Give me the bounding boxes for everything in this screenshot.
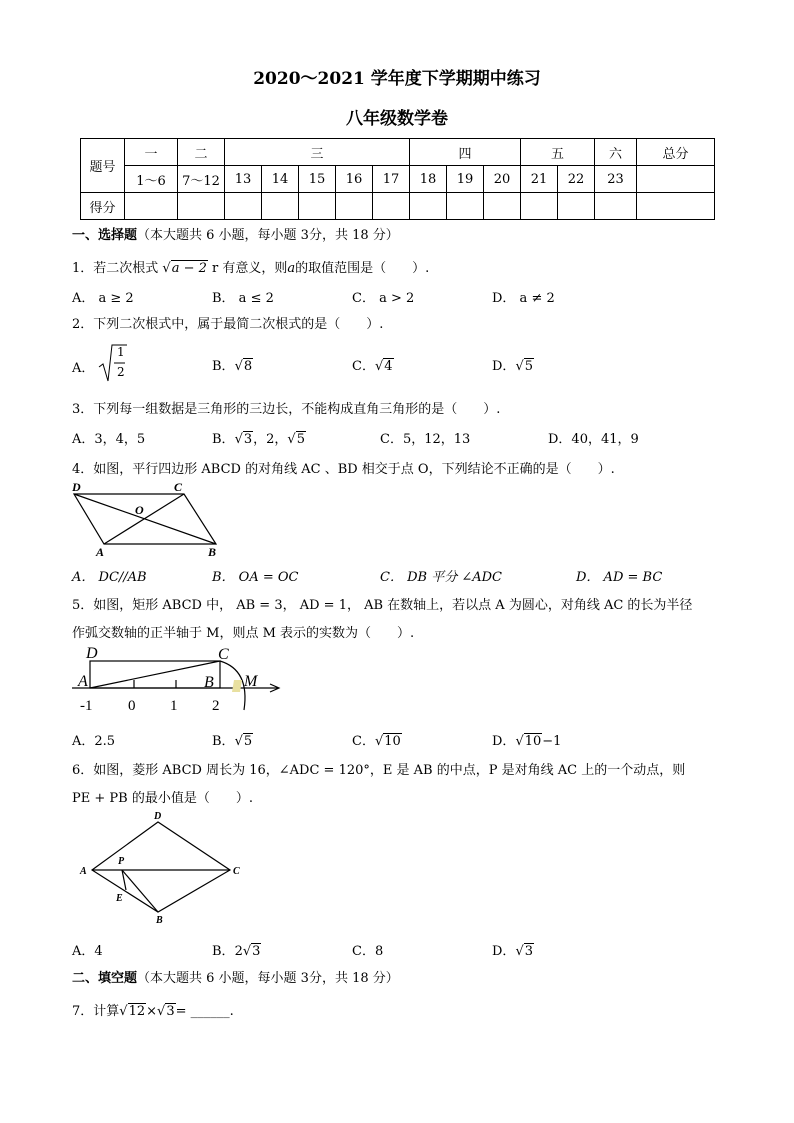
label-b: B: [156, 915, 163, 926]
section-note: （本大题共 6 小题，每小题 3分，共 18 分）: [137, 971, 399, 986]
q2-option-a-label: A．: [72, 361, 95, 376]
sqrt-symbol: √: [119, 1004, 128, 1019]
q1-option-c[interactable]: C． a > 2: [352, 291, 415, 306]
q1-radicand: a − 2: [171, 261, 207, 276]
arc-am: [220, 661, 245, 710]
q4-option-d[interactable]: D． AD = BC: [576, 570, 663, 585]
question-number-cell: 18: [410, 166, 447, 193]
q7-times: ×: [146, 1004, 158, 1019]
section-heading-choice: [72, 224, 399, 243]
group-header: 六: [595, 139, 637, 166]
q2-option-b-radicand: 8: [243, 359, 253, 374]
label-d: D: [154, 811, 162, 822]
q5-option-d-tail: −1: [542, 734, 562, 749]
label-c: C: [174, 480, 183, 494]
q5-option-d-radicand: 10: [524, 734, 542, 749]
q5-option-c-radicand: 10: [384, 734, 401, 749]
question-number-cell: 23: [595, 166, 637, 193]
q4-option-c[interactable]: C． DB 平分 ∠ADC: [380, 570, 502, 585]
q7-radicand-2: 3: [166, 1004, 175, 1019]
exam-title: 2020～2021 学年度下学期期中练习: [253, 69, 541, 89]
q7-radicand-1: 12: [128, 1004, 146, 1019]
q3-option-b-label: B．: [212, 432, 235, 447]
group-header: 四: [410, 139, 521, 166]
q4-parallelogram-figure: [66, 478, 236, 558]
label-b: B: [208, 545, 217, 558]
question-number-cell: 22: [558, 166, 595, 193]
question-1: [72, 257, 429, 276]
q1-option-a[interactable]: A． a ≥ 2: [72, 291, 134, 306]
question-number-cell: 1～6: [125, 166, 178, 193]
q2-fraction-den: 2: [117, 365, 125, 379]
label-a: A: [80, 866, 87, 877]
q5-option-c[interactable]: [352, 730, 402, 749]
sqrt-symbol: √: [287, 432, 296, 447]
q2-option-d[interactable]: [492, 355, 534, 374]
question-number-cell: 21: [521, 166, 558, 193]
sqrt-symbol: √: [374, 734, 384, 749]
tick-label: 2: [212, 698, 220, 714]
score-cell[interactable]: [595, 193, 637, 220]
q6-rhombus-figure: [72, 808, 250, 928]
question-number-cell: 20: [484, 166, 521, 193]
question-5-line-1: 5．如图，矩形 ABCD 中， AB = 3， AD = 1， AB 在数轴上，若以点 A 为圆心，对角线 AC 的长为半径: [72, 598, 693, 613]
question-number-cell: 15: [299, 166, 336, 193]
question-5-line-2: 作弧交数轴的正半轴于 M，则点 M 表示的实数为（ ）.: [72, 626, 415, 641]
q3-option-b-mid: ，2，: [253, 432, 288, 447]
q2-option-c-radicand: 4: [384, 359, 393, 374]
group-header-total: 总分: [637, 139, 715, 166]
score-cell[interactable]: [178, 193, 225, 220]
question-number-cell: 14: [262, 166, 299, 193]
section-title: 二、填空题: [72, 971, 138, 986]
label-a: A: [78, 673, 88, 690]
q5-option-b-radicand: 5: [243, 734, 253, 749]
score-cell[interactable]: [484, 193, 521, 220]
row-label-score: 得分: [81, 193, 125, 220]
section-note: （本大题共 6 小题，每小题 3分，共 18 分）: [137, 228, 399, 243]
empty-cell: [637, 166, 715, 193]
q2-option-d-label: D．: [492, 359, 516, 374]
q3-option-b-radicand-1: 3: [243, 432, 253, 447]
sqrt-symbol: √: [157, 1004, 166, 1019]
q7-text-pre: 7．计算: [72, 1004, 120, 1019]
tick-label: 1: [170, 698, 178, 714]
label-e: E: [116, 893, 123, 904]
label-d: D: [72, 480, 81, 494]
q2-option-b[interactable]: [212, 355, 253, 374]
question-number-cell: 16: [336, 166, 373, 193]
q1-var: a: [287, 261, 296, 276]
sqrt-symbol: √: [374, 359, 384, 374]
row-label-question-number: 题号: [81, 139, 125, 193]
score-cell[interactable]: [373, 193, 410, 220]
q6-option-d-label: D．: [492, 944, 516, 959]
score-cell[interactable]: [299, 193, 336, 220]
label-m: M: [244, 673, 258, 690]
question-number-cell: 19: [447, 166, 484, 193]
q4-option-a[interactable]: A． DC//AB: [72, 570, 147, 585]
question-6-line-1: 6．如图，菱形 ABCD 周长为 16，∠ADC = 120°，E 是 AB 的中点，P 是对角线 AC 上的一个动点，则: [72, 763, 686, 778]
score-cell[interactable]: [262, 193, 299, 220]
label-a: A: [96, 545, 105, 558]
group-header: 三: [225, 139, 410, 166]
tick-label: 0: [128, 698, 136, 714]
q5-option-d[interactable]: [492, 730, 561, 749]
group-header: 一: [125, 139, 178, 166]
label-b: B: [204, 674, 214, 691]
sqrt-symbol: √: [515, 734, 524, 749]
q2-fraction-num: 1: [117, 345, 125, 359]
question-3: 3．下列每一组数据是三角形的三边长，不能构成直角三角形的是（ ）.: [72, 402, 501, 417]
tick-label: -1: [80, 698, 93, 714]
label-c: C: [218, 646, 229, 663]
label-o: O: [135, 503, 144, 517]
q6-option-a[interactable]: A．4: [72, 944, 103, 959]
sqrt-symbol: √: [515, 359, 524, 374]
question-2: 2．下列二次根式中，属于最简二次根式的是（ ）.: [72, 317, 384, 332]
sqrt-symbol: √: [242, 944, 252, 959]
q6-option-b[interactable]: [212, 940, 261, 959]
sqrt-symbol: √: [515, 944, 524, 959]
q6-option-d[interactable]: [492, 940, 534, 959]
sqrt-symbol: √: [234, 734, 243, 749]
exam-subtitle: 八年级数学卷: [346, 109, 448, 129]
label-p: P: [118, 856, 125, 867]
q2-option-c[interactable]: [352, 355, 394, 374]
label-d: D: [86, 645, 98, 662]
highlight-mark: [232, 680, 242, 692]
score-cell[interactable]: [125, 193, 178, 220]
q3-option-c[interactable]: C．5，12，13: [380, 432, 471, 447]
q6-option-d-radicand: 3: [524, 944, 534, 959]
question-number-cell: 13: [225, 166, 262, 193]
q5-option-a[interactable]: A．2.5: [72, 734, 116, 749]
q6-option-b-radicand: 3: [252, 944, 261, 959]
q5-option-c-label: C．: [352, 734, 375, 749]
sqrt-symbol: √: [162, 261, 171, 276]
q2-option-b-label: B．: [212, 359, 235, 374]
q3-option-b-radicand-2: 5: [296, 432, 305, 447]
sqrt-symbol: √: [234, 432, 243, 447]
q4-option-b[interactable]: B． OA = OC: [212, 570, 299, 585]
q5-option-b-label: B．: [212, 734, 235, 749]
score-cell[interactable]: [336, 193, 373, 220]
q1-option-b[interactable]: B． a ≤ 2: [212, 291, 274, 306]
score-cell[interactable]: [410, 193, 447, 220]
q5-option-d-label: D．: [492, 734, 516, 749]
q6-option-b-label: B．: [212, 944, 235, 959]
label-c: C: [233, 866, 240, 877]
q2-option-d-radicand: 5: [524, 359, 534, 374]
segment-pb: [122, 870, 158, 912]
question-4: 4．如图，平行四边形 ABCD 的对角线 AC 、BD 相交于点 O，下列结论不正确的是（ ）.: [72, 462, 615, 477]
q1-text-pre: 1．若二次根式: [72, 261, 159, 276]
q5-option-b[interactable]: [212, 730, 253, 749]
q5-number-line-figure: [66, 640, 288, 716]
q3-option-b[interactable]: [212, 428, 306, 447]
group-header: 五: [521, 139, 595, 166]
q6-option-c[interactable]: C．8: [352, 944, 384, 959]
q6-option-b-coefficient: 2: [234, 944, 243, 959]
sqrt-symbol: √: [234, 359, 243, 374]
section-heading-fill: [72, 967, 399, 986]
score-cell[interactable]: [225, 193, 262, 220]
q3-option-d[interactable]: D．40，41，9: [548, 432, 639, 447]
question-number-cell: 7～12: [178, 166, 225, 193]
q1-text-post: 的取值范围是（ ）.: [295, 261, 430, 276]
q3-option-a[interactable]: A．3，4，5: [72, 432, 146, 447]
question-number-cell: 17: [373, 166, 410, 193]
section-title: 一、选择题: [72, 228, 138, 243]
score-cell[interactable]: [637, 193, 715, 220]
q2-option-c-label: C．: [352, 359, 375, 374]
score-table: [80, 138, 715, 220]
q7-answer-blank[interactable]: = ______.: [175, 1004, 234, 1019]
score-cell[interactable]: [558, 193, 595, 220]
q1-option-d[interactable]: D． a ≠ 2: [492, 291, 555, 306]
q1-text-mid: r 有意义，则: [212, 261, 288, 276]
question-6-line-2: PE + PB 的最小值是（ ）.: [72, 791, 253, 806]
group-header: 二: [178, 139, 225, 166]
diagonal-ac: [104, 494, 184, 544]
score-cell[interactable]: [521, 193, 558, 220]
score-cell[interactable]: [447, 193, 484, 220]
diagonal-ac: [90, 661, 220, 688]
rhombus-abcd: [92, 822, 230, 912]
question-7: [72, 1000, 234, 1019]
